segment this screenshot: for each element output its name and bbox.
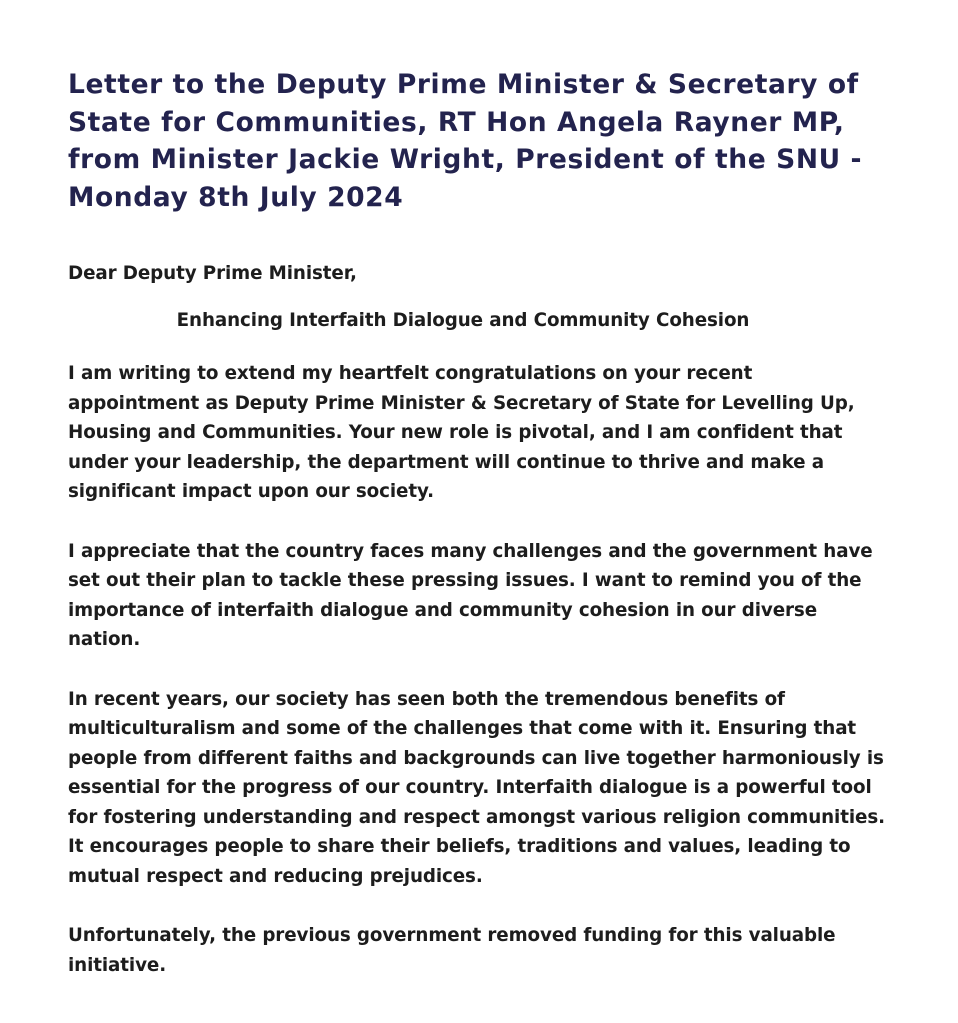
paragraph-congratulations: I am writing to extend my heartfelt congratulations on your recent appointment as Deputy Prime Minister & Secretary of State for Levelling Up, Housing and Communities. Your new role is pivotal, and I am confident that under your leadership, the department will continue to thrive and make a significant impact upon our society. — [68, 363, 855, 502]
paragraph-funding: Unfortunately, the previous government removed funding for this valuable initiative. — [68, 925, 836, 976]
letter — [68, 66, 888, 980]
salutation: Dear Deputy Prime Minister, — [68, 263, 357, 284]
paragraph-challenges: I appreciate that the country faces many challenges and the government have set out their plan to tackle these pressing issues. I want to remind you of the importance of interfaith dialogue and community cohesion in our diverse nation. — [68, 540, 873, 650]
subject-heading: Enhancing Interfaith Dialogue and Community Cohesion — [176, 309, 750, 331]
letter-title: Letter to the Deputy Prime Minister & Secretary of State for Communities, RT Hon Angela Rayner MP, from Minister Jackie Wright, President of the SNU - Monday 8th July 2024 — [68, 69, 863, 213]
paragraph-interfaith: In recent years, our society has seen both the tremendous benefits of multiculturalism and some of the challenges that come with it. Ensuring that people from different faiths and backgrounds can live together harmoniously is essential for the progress of our country. Interfaith dialogue is a powerful tool for fostering understanding and respect amongst various religion communities. It encourages people to share their beliefs, traditions and values, leading to mutual respect and reducing prejudices. — [68, 688, 885, 887]
